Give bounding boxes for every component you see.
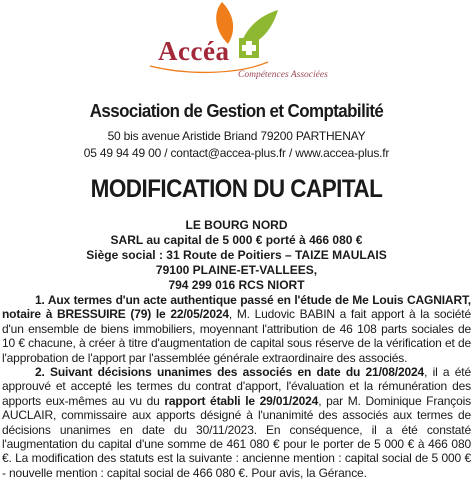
company-capital: SARL au capital de 5 000 € porté à 466 080 € — [110, 233, 363, 247]
paragraph-2-bold-1: 2. Suivant décisions unanimes des associés en date du 21/08/2024 — [35, 365, 425, 380]
paragraph-2-bold-2: rapport établi le 29/01/2024 — [164, 393, 319, 408]
company-block — [0, 218, 473, 293]
accea-logo — [0, 0, 473, 90]
company-name: LE BOURG NORD — [185, 218, 288, 232]
paragraph-1 — [2, 293, 471, 365]
paragraph-2-text-2: , par M. Dominique François AUCLAIR, commissaire aux apports désigné à l'unanimité des associés aux termes de décisions unanimes en date du 30/11/2023. En conséquence, il a été constaté l'augmentation du capital d'une somme de 461 080 € pour le porter de 5 000 € à 466 080 €. La modification des statuts est la suivante : ancienne mention : capital social de 5 000 € - nouvelle mention : capital social de 466 080 €. Pour avis, la Gérance. — [2, 393, 471, 480]
notice-body — [2, 293, 471, 480]
organization-contact: 05 49 94 49 00 / contact@accea-plus.fr / www.accea-plus.fr — [83, 146, 390, 160]
company-siege: Siège social : 31 Route de Poitiers – TAIZE MAULAIS — [86, 248, 387, 262]
company-rcs: 794 299 016 RCS NIORT — [168, 278, 305, 292]
organization-address: 50 bis avenue Aristide Briand 79200 PARTHENAY — [107, 129, 366, 143]
notice-title: MODIFICATION DU CAPITAL — [90, 175, 383, 203]
leaf-logo-icon — [0, 0, 473, 90]
paragraph-2 — [2, 365, 471, 480]
paragraph-1-bold: 1. Aux termes d'un acte authentique passé en l'étude de Me Louis CAGNIART, notaire à BRESSUIRE (79) le 22/05/2024 — [2, 293, 471, 322]
company-city: 79100 PLAINE-ET-VALLEES, — [155, 263, 318, 277]
brand-name: Accéa — [158, 36, 230, 66]
paragraph-1-text: , M. Ludovic BABIN a fait apport à la société d'un ensemble de biens immobiliers, moyennant l'attribution de 46 108 parts sociales de 10 € chacune, à créer à titre d'augmentation de capital sous réserve de la vérification et de l'approbation de l'apport par l'assemblée générale extraordinaire des associés. — [2, 307, 471, 365]
organization-name: Association de Gestion et Comptabilité — [89, 101, 384, 121]
paragraph-2-text-1: , il a été approuvé et accepté les termes du contrat d'apport, l'évaluation et la rémunération des apports eux-mêmes au vu du — [2, 365, 471, 408]
brand-tagline: Compétences Associées — [238, 70, 328, 80]
